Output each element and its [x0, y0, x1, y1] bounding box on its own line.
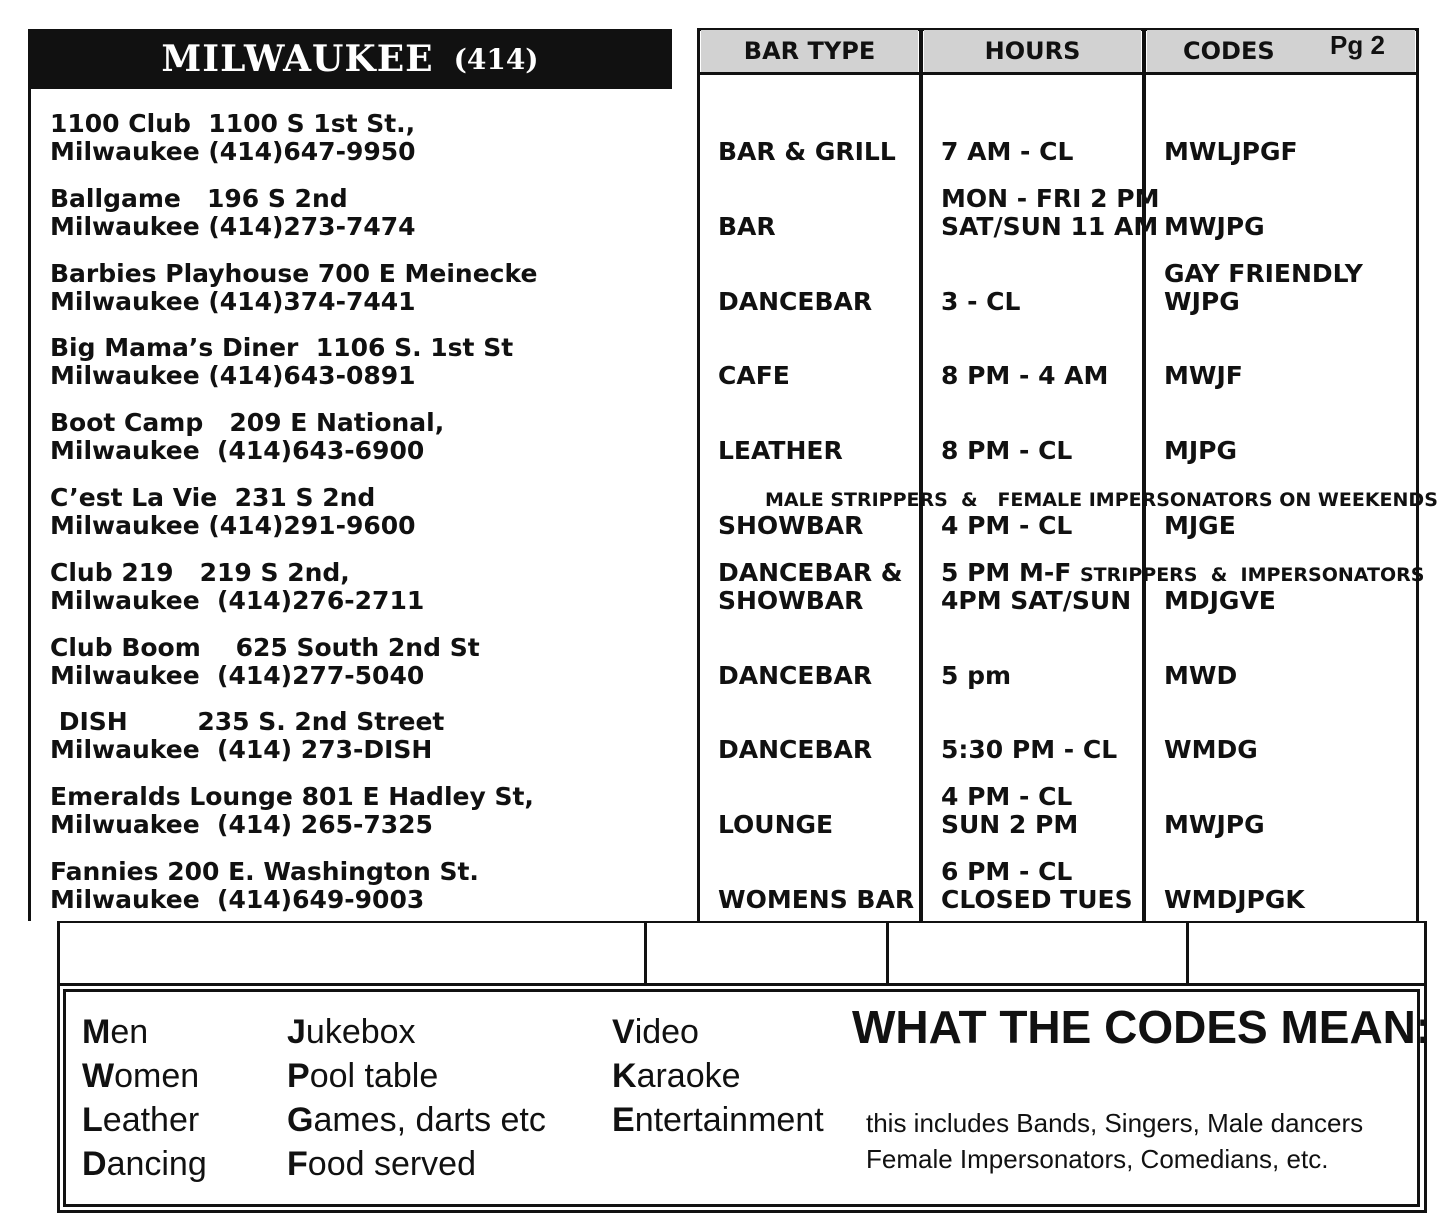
listing-line-1: Big Mama’s Diner 1106 S. 1st St [50, 333, 514, 362]
legend-code-letter: K [612, 1057, 637, 1095]
connector-1 [644, 921, 647, 985]
row-2-type [718, 185, 776, 241]
row-11-type [718, 858, 914, 914]
type-line-2: LEATHER [718, 436, 843, 465]
legend-code-w [82, 1054, 199, 1098]
type-line-2: DANCEBAR [718, 735, 873, 764]
row-2-hours [941, 185, 1159, 241]
listing-line-1: Boot Camp 209 E National, [50, 408, 445, 437]
row-10-listing [50, 783, 534, 839]
listing-line-2: Milwaukee (414)647-9950 [50, 137, 416, 166]
codes-line-2: WMDJPGK [1164, 885, 1305, 914]
legend-note-line-1: this includes Bands, Singers, Male dancers [866, 1108, 1364, 1138]
right-border [1416, 29, 1419, 921]
hours-line-2: CLOSED TUES [941, 885, 1133, 914]
row-9-listing [50, 708, 444, 764]
row-10-type [718, 783, 833, 839]
legend-code-v [612, 1010, 699, 1054]
row-11-codes [1164, 858, 1305, 914]
type-line-2: SHOWBAR [718, 511, 864, 540]
hours-line-1 [941, 634, 1011, 662]
legend-code-g [287, 1098, 546, 1142]
hours-line-1: 6 PM - CL [941, 857, 1073, 886]
row-9-hours [941, 708, 1117, 764]
codes-line-2: WJPG [1164, 287, 1240, 316]
connector-3 [1186, 921, 1189, 985]
row-10-codes [1164, 783, 1265, 839]
listing-line-1: 1100 Club 1100 S 1st St., [50, 109, 416, 138]
connector-right [1424, 921, 1427, 985]
type-line-2: WOMENS BAR [718, 885, 915, 914]
type-line-2: BAR [718, 212, 776, 241]
row-4-codes [1164, 334, 1243, 390]
hours-line-2: 8 PM - CL [941, 436, 1073, 465]
hours-line-2: SAT/SUN 11 AM [941, 212, 1159, 241]
hours-line-1 [941, 334, 1108, 362]
codes-line-2: MWJPG [1164, 212, 1265, 241]
hours-line-1 [941, 260, 1020, 288]
hours-line-2: 8 PM - 4 AM [941, 361, 1109, 390]
legend-code-word: ancing [106, 1145, 207, 1183]
row-7-listing [50, 559, 424, 615]
type-line-1 [718, 409, 843, 437]
listing-line-2: Milwaukee (414) 273-DISH [50, 735, 433, 764]
legend-code-letter: V [612, 1013, 635, 1051]
listing-line-1: C’est La Vie 231 S 2nd [50, 483, 376, 512]
type-line-1: DANCEBAR & [718, 558, 903, 587]
codes-label: CODES [1183, 37, 1275, 65]
hours-line-1 [941, 409, 1072, 437]
codes-line-2: MWD [1164, 661, 1238, 690]
row-2-codes [1164, 185, 1265, 241]
listing-line-2: Milwaukee (414)649-9003 [50, 885, 425, 914]
bar-type-label: BAR TYPE [743, 37, 876, 65]
row-3-listing [50, 260, 537, 316]
listing-line-2: Milwaukee (414)273-7474 [50, 212, 416, 241]
codes-line-1 [1164, 783, 1265, 811]
column-divider-hours [919, 29, 923, 921]
type-line-1 [718, 185, 776, 213]
row-7-type [718, 559, 903, 615]
legend-code-word: araoke [636, 1057, 741, 1095]
listing-line-1: Emeralds Lounge 801 E Hadley St, [50, 782, 534, 811]
listing-line-2: Milwuakee (414) 265-7325 [50, 810, 433, 839]
city-name: MILWAUKEE [161, 38, 434, 80]
club-219-note: STRIPPERS & IMPERSONATORS [1080, 564, 1425, 586]
listing-line-2: Milwaukee (414)643-0891 [50, 361, 416, 390]
row-3-codes [1164, 260, 1363, 316]
legend-code-word: ideo [634, 1013, 699, 1051]
row-1-hours [941, 110, 1073, 166]
row-4-listing [50, 334, 513, 390]
page-number: Pg 2 [1330, 30, 1385, 60]
codes-line-2: MJPG [1164, 436, 1238, 465]
column-header-hours [924, 30, 1141, 72]
row-2-listing [50, 185, 416, 241]
codes-line-1 [1164, 185, 1265, 213]
row-9-type [718, 708, 872, 764]
listing-line-2: Milwaukee (414)643-6900 [50, 436, 425, 465]
legend-code-word: en [110, 1013, 149, 1051]
legend-code-l [82, 1098, 199, 1142]
codes-line-2: MDJGVE [1164, 586, 1276, 615]
type-line-2: SHOWBAR [718, 586, 864, 615]
row-8-hours [941, 634, 1011, 690]
legend-code-word: ntertainment [634, 1101, 824, 1139]
codes-line-1 [1164, 334, 1243, 362]
column-divider-codes [1142, 29, 1146, 921]
header-bottom-border [697, 72, 1419, 75]
row-10-hours [941, 783, 1078, 839]
row-11-hours [941, 858, 1133, 914]
row-3-hours [941, 260, 1020, 316]
legend-code-letter: E [612, 1101, 635, 1139]
row-5-type [718, 409, 843, 465]
hours-line-1: 4 PM - CL [941, 782, 1073, 811]
legend-code-p [287, 1054, 438, 1098]
type-line-1 [718, 260, 872, 288]
codes-line-1: GAY FRIENDLY [1164, 259, 1363, 288]
column-header-bar-type [701, 30, 918, 72]
row-8-codes [1164, 634, 1237, 690]
connector-2 [886, 921, 889, 985]
type-line-1 [718, 634, 872, 662]
legend-code-word: eather [102, 1101, 200, 1139]
legend-note-line-2: Female Impersonators, Comedians, etc. [866, 1144, 1329, 1174]
legend-code-f [287, 1142, 476, 1186]
hours-line-1 [941, 110, 1073, 138]
legend-code-k [612, 1054, 741, 1098]
legend-code-letter: G [287, 1101, 314, 1139]
legend-code-letter: F [287, 1145, 308, 1183]
hours-line-2: 3 - CL [941, 287, 1021, 316]
hours-line-2: SUN 2 PM [941, 810, 1079, 839]
listing-line-2: Milwaukee (414)291-9600 [50, 511, 416, 540]
legend-code-j [287, 1010, 416, 1054]
listing-divider [697, 29, 700, 921]
codes-line-1 [1164, 409, 1237, 437]
connector-left [57, 921, 60, 985]
row-1-listing [50, 110, 416, 166]
page-title [28, 29, 672, 89]
type-line-1 [718, 783, 833, 811]
listing-line-2: Milwaukee (414)276-2711 [50, 586, 425, 615]
listing-line-1: DISH 235 S. 2nd Street [50, 707, 445, 736]
codes-line-2: MWLJPGF [1164, 137, 1298, 166]
row-4-type [718, 334, 790, 390]
legend-code-letter: L [82, 1101, 103, 1139]
row-5-hours [941, 409, 1072, 465]
row-4-hours [941, 334, 1108, 390]
type-line-2: DANCEBAR [718, 661, 873, 690]
hours-line-2: 4PM SAT/SUN [941, 586, 1132, 615]
legend-code-d [82, 1142, 207, 1186]
hours-line-2: 4 PM - CL [941, 511, 1073, 540]
hours-line-1: 5 PM M-F [941, 558, 1072, 587]
legend-code-letter: P [287, 1057, 310, 1095]
type-line-2: LOUNGE [718, 810, 834, 839]
legend-code-word: omen [114, 1057, 200, 1095]
legend-code-word: ames, darts etc [313, 1101, 546, 1139]
row-8-type [718, 634, 872, 690]
listing-line-2: Milwaukee (414)277-5040 [50, 661, 425, 690]
row-5-codes [1164, 409, 1237, 465]
legend-code-m [82, 1010, 148, 1054]
listing-line-2: Milwaukee (414)374-7441 [50, 287, 416, 316]
listing-line-1: Barbies Playhouse 700 E Meinecke [50, 259, 538, 288]
hours-line-2: 7 AM - CL [941, 137, 1074, 166]
area-code: (414) [453, 42, 539, 76]
codes-line-2: MWJPG [1164, 810, 1265, 839]
cest-la-vie-note: MALE STRIPPERS & FEMALE IMPERSONATORS ON WEEKENDS [765, 489, 1438, 511]
type-line-2: DANCEBAR [718, 287, 873, 316]
listing-line-1: Club 219 219 S 2nd, [50, 558, 350, 587]
hours-line-1 [941, 708, 1117, 736]
legend-code-letter: J [287, 1013, 306, 1051]
codes-line-1 [1164, 634, 1237, 662]
row-1-codes [1164, 110, 1298, 166]
legend-code-letter: D [82, 1145, 107, 1183]
legend-code-letter: W [82, 1057, 115, 1095]
connector-top [57, 921, 1427, 923]
type-line-2: CAFE [718, 361, 790, 390]
hours-line-1: MON - FRI 2 PM [941, 184, 1160, 213]
type-line-1 [718, 858, 914, 886]
codes-line-1 [1164, 708, 1258, 736]
type-line-1 [718, 708, 872, 736]
codes-line-1 [1164, 858, 1305, 886]
hours-label: HOURS [984, 37, 1081, 65]
listing-line-1: Fannies 200 E. Washington St. [50, 857, 479, 886]
codes-line-1 [1164, 110, 1298, 138]
row-5-listing [50, 409, 444, 465]
legend-code-e [612, 1098, 824, 1142]
legend-code-word: ukebox [305, 1013, 416, 1051]
type-line-2: BAR & GRILL [718, 137, 896, 166]
type-line-1 [718, 334, 790, 362]
row-9-codes [1164, 708, 1258, 764]
codes-line-2: MWJF [1164, 361, 1243, 390]
listing-line-1: Ballgame 196 S 2nd [50, 184, 348, 213]
row-3-type [718, 260, 872, 316]
row-1-type [718, 110, 896, 166]
legend-code-letter: M [82, 1013, 111, 1051]
legend-code-word: ood served [307, 1145, 477, 1183]
row-8-listing [50, 634, 480, 690]
row-11-listing [50, 858, 479, 914]
codes-line-2: MJGE [1164, 511, 1236, 540]
legend-code-word: ool table [309, 1057, 439, 1095]
type-line-1 [718, 110, 896, 138]
hours-line-2: 5 pm [941, 661, 1012, 690]
left-border [28, 29, 31, 921]
row-6-listing [50, 484, 416, 540]
hours-line-2: 5:30 PM - CL [941, 735, 1118, 764]
listing-line-1: Club Boom 625 South 2nd St [50, 633, 480, 662]
legend-title: WHAT THE CODES MEAN: [852, 1001, 1432, 1053]
codes-line-2: WMDG [1164, 735, 1258, 764]
